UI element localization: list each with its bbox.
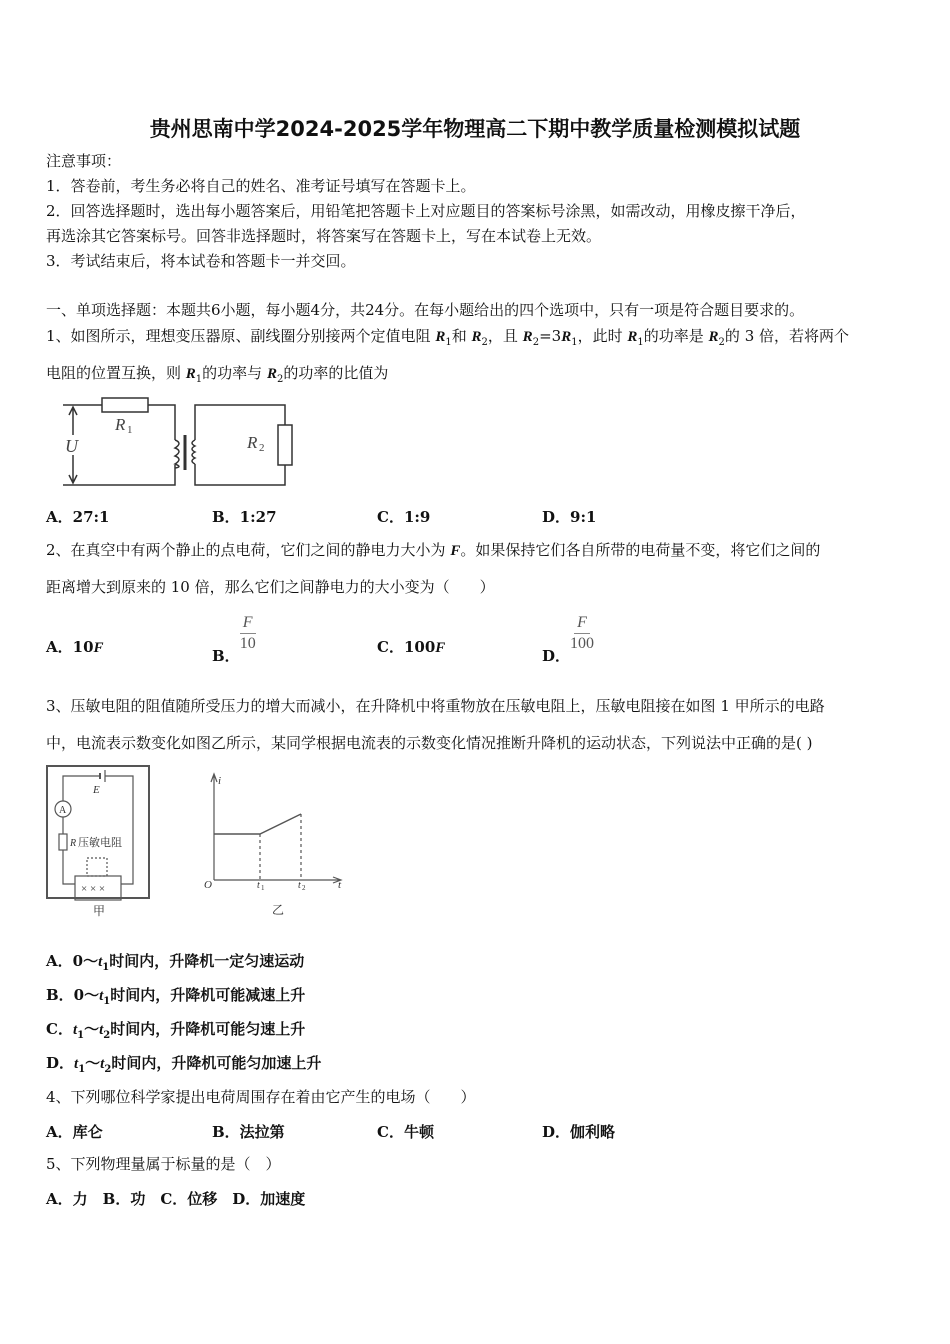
- subscript: 2: [104, 1064, 112, 1075]
- math-variable: R: [185, 366, 196, 382]
- text-segment: D．: [46, 1054, 75, 1072]
- math-variable: t: [74, 1056, 79, 1072]
- subscript: 1: [77, 1030, 85, 1041]
- subscript: 1: [78, 1064, 86, 1075]
- option-label: C．: [377, 638, 404, 656]
- text-segment: 的功率是: [643, 327, 709, 345]
- q3-option-c: [46, 1019, 305, 1046]
- q3-option-b: [46, 985, 305, 1012]
- y-axis-label: i: [218, 775, 222, 787]
- q2-text: 距离增大到原来的 10 倍，那么它们之间静电力的大小变为（ ）: [46, 578, 495, 596]
- text-segment: ～: [84, 1020, 100, 1038]
- subscript: 2: [718, 337, 725, 348]
- option-label: D．: [542, 646, 571, 665]
- r2-label: R: [247, 433, 258, 452]
- q5-options: A．力 B．功 C．位移 D．加速度: [46, 1190, 306, 1208]
- notice-item: 2．回答选择题时，选出每小题答案后，用铅笔把答题卡上对应题目的答案标号涂黑，如需改动，用橡皮擦干净后，: [46, 202, 806, 220]
- math-variable: t: [100, 1056, 105, 1072]
- numerator: F: [240, 613, 256, 634]
- math-variable: t: [99, 1022, 104, 1038]
- text-segment: 和: [451, 327, 472, 345]
- text-segment: B．0～: [46, 986, 100, 1004]
- q2-option-a: [46, 636, 104, 657]
- q1-option-a: A．27:1: [46, 508, 110, 526]
- r2-sub: 2: [259, 442, 265, 454]
- plate-marks: × × ×: [81, 883, 106, 895]
- q3-option-d: [46, 1053, 321, 1080]
- option-value: 10: [72, 638, 94, 656]
- q4-option-d: D．伽利略: [542, 1123, 616, 1141]
- notice-heading: 注意事项：: [46, 152, 122, 170]
- x-axis-label: t: [338, 879, 342, 891]
- q2-option-d: [542, 613, 595, 665]
- math-variable: t: [98, 954, 103, 970]
- math-variable: R: [708, 329, 719, 345]
- notice-item: 3．考试结束后，将本试卷和答题卡一并交回。: [46, 252, 356, 270]
- denominator: 10: [239, 635, 256, 652]
- option-var: F: [93, 640, 104, 656]
- page-title: 贵州思南中学2024-2025学年物理高二下期中教学质量检测模拟试题: [149, 117, 801, 141]
- q4-option-c: C．牛顿: [377, 1123, 434, 1141]
- fraction: [240, 613, 256, 654]
- text-segment: ，且: [487, 327, 523, 345]
- subscript: 1: [637, 337, 644, 348]
- q1-text: [46, 363, 388, 390]
- text-segment: A．0～: [46, 952, 99, 970]
- t1-label: t: [257, 880, 260, 891]
- denominator: 100: [570, 635, 595, 652]
- q1-option-b: B．1:27: [212, 508, 277, 526]
- text-segment: 1、如图所示，理想变压器原、副线圈分别接两个定值电阻: [46, 327, 436, 345]
- origin-label: O: [204, 879, 212, 891]
- subscript: 2: [103, 1030, 111, 1041]
- figure-caption: 乙: [272, 903, 285, 917]
- math-variable: R: [561, 329, 572, 345]
- q3-text: 中，电流表示数变化如图乙所示，某同学根据电流表的示数变化情况推断升降机的运动状态，下列说法中正确的是( ): [46, 734, 813, 752]
- battery-label: E: [93, 784, 100, 796]
- text-segment: ，此时: [577, 327, 628, 345]
- q1-option-d: D．9:1: [542, 508, 597, 526]
- text-segment: =3: [539, 327, 562, 345]
- q2-option-b: [212, 613, 256, 665]
- text-segment: 电阻的位置互换，则: [46, 364, 186, 382]
- q1-text: [46, 326, 849, 353]
- math-variable: R: [266, 366, 277, 382]
- subscript: 1: [102, 962, 110, 973]
- text-segment: 的功率与: [202, 364, 267, 382]
- q1-circuit-figure: [55, 395, 300, 495]
- subscript: 1: [571, 337, 578, 348]
- r1-sub: 1: [127, 424, 133, 436]
- math-variable: t: [99, 988, 104, 1004]
- fraction: [570, 613, 594, 654]
- q5-text: 5、下列物理量属于标量的是（ ）: [46, 1155, 281, 1173]
- option-label: B．: [212, 646, 240, 665]
- text-segment: 的功率的比值为: [283, 364, 389, 382]
- t1-sub: 1: [261, 884, 265, 892]
- subscript: 1: [103, 996, 111, 1007]
- subscript: 2: [276, 374, 284, 385]
- text-segment: 时间内，升降机可能匀加速上升: [111, 1054, 322, 1072]
- q4-option-b: B．法拉第: [212, 1123, 285, 1141]
- text-segment: 时间内，升降机可能减速上升: [110, 986, 306, 1004]
- numerator: F: [574, 613, 590, 634]
- q2-text: [46, 540, 820, 561]
- figure-caption: 甲: [93, 904, 106, 918]
- notice-item: 1．答卷前，考生务必将自己的姓名、准考证号填写在答题卡上。: [46, 177, 476, 195]
- t2-sub: 2: [302, 884, 306, 892]
- subscript: 1: [195, 374, 203, 385]
- text-segment: 的 3 倍，若将两个: [724, 327, 850, 345]
- q3-option-a: [46, 951, 304, 978]
- r1-label: R: [115, 415, 126, 434]
- text-segment: 2、在真空中有两个静止的点电荷，它们之间的静电力大小为: [46, 541, 451, 559]
- resistor-label: R: [70, 838, 77, 849]
- q3-text: 3、压敏电阻的阻值随所受压力的增大而减小，在升降机中将重物放在压敏电阻上，压敏电阻接在如图 1 甲所示的电路: [46, 697, 825, 715]
- math-variable: R: [435, 329, 446, 345]
- section-heading: 一、单项选择题：本题共6小题，每小题4分，共24分。在每小题给出的四个选项中，只有一项是符合题目要求的。: [46, 301, 805, 319]
- option-value: 100: [403, 638, 436, 656]
- subscript: 1: [445, 337, 452, 348]
- math-variable: R: [627, 329, 638, 345]
- q3-current-graph: [200, 770, 350, 920]
- text-segment: 。如果保持它们各自所带的电荷量不变，将它们之间的: [460, 541, 821, 559]
- u-label: U: [65, 436, 78, 456]
- text-segment: ～: [85, 1054, 101, 1072]
- option-var: F: [435, 640, 446, 656]
- text-segment: 时间内，升降机一定匀速运动: [109, 952, 305, 970]
- q3-circuit-figure: [45, 764, 155, 919]
- q1-option-c: C．1:9: [377, 508, 431, 526]
- ammeter-label: A: [59, 805, 67, 816]
- math-variable: t: [72, 1022, 78, 1038]
- text-segment: C．: [46, 1020, 73, 1038]
- option-label: A．: [46, 638, 73, 656]
- q4-text: 4、下列哪位科学家提出电荷周围存在着由它产生的电场（ ）: [46, 1088, 476, 1106]
- text-segment: 时间内，升降机可能匀速上升: [110, 1020, 306, 1038]
- subscript: 2: [481, 337, 488, 348]
- subscript: 2: [532, 337, 540, 348]
- resistor-desc: 压敏电阻: [78, 837, 122, 849]
- math-variable: R: [471, 329, 482, 345]
- t2-label: t: [298, 880, 301, 891]
- math-variable: R: [522, 329, 533, 345]
- q2-option-c: [377, 636, 445, 657]
- q4-option-a: A．库仑: [46, 1123, 103, 1141]
- notice-item: 再选涂其它答案标号。回答非选择题时，将答案写在答题卡上，写在本试卷上无效。: [46, 227, 602, 245]
- math-variable: F: [450, 543, 461, 559]
